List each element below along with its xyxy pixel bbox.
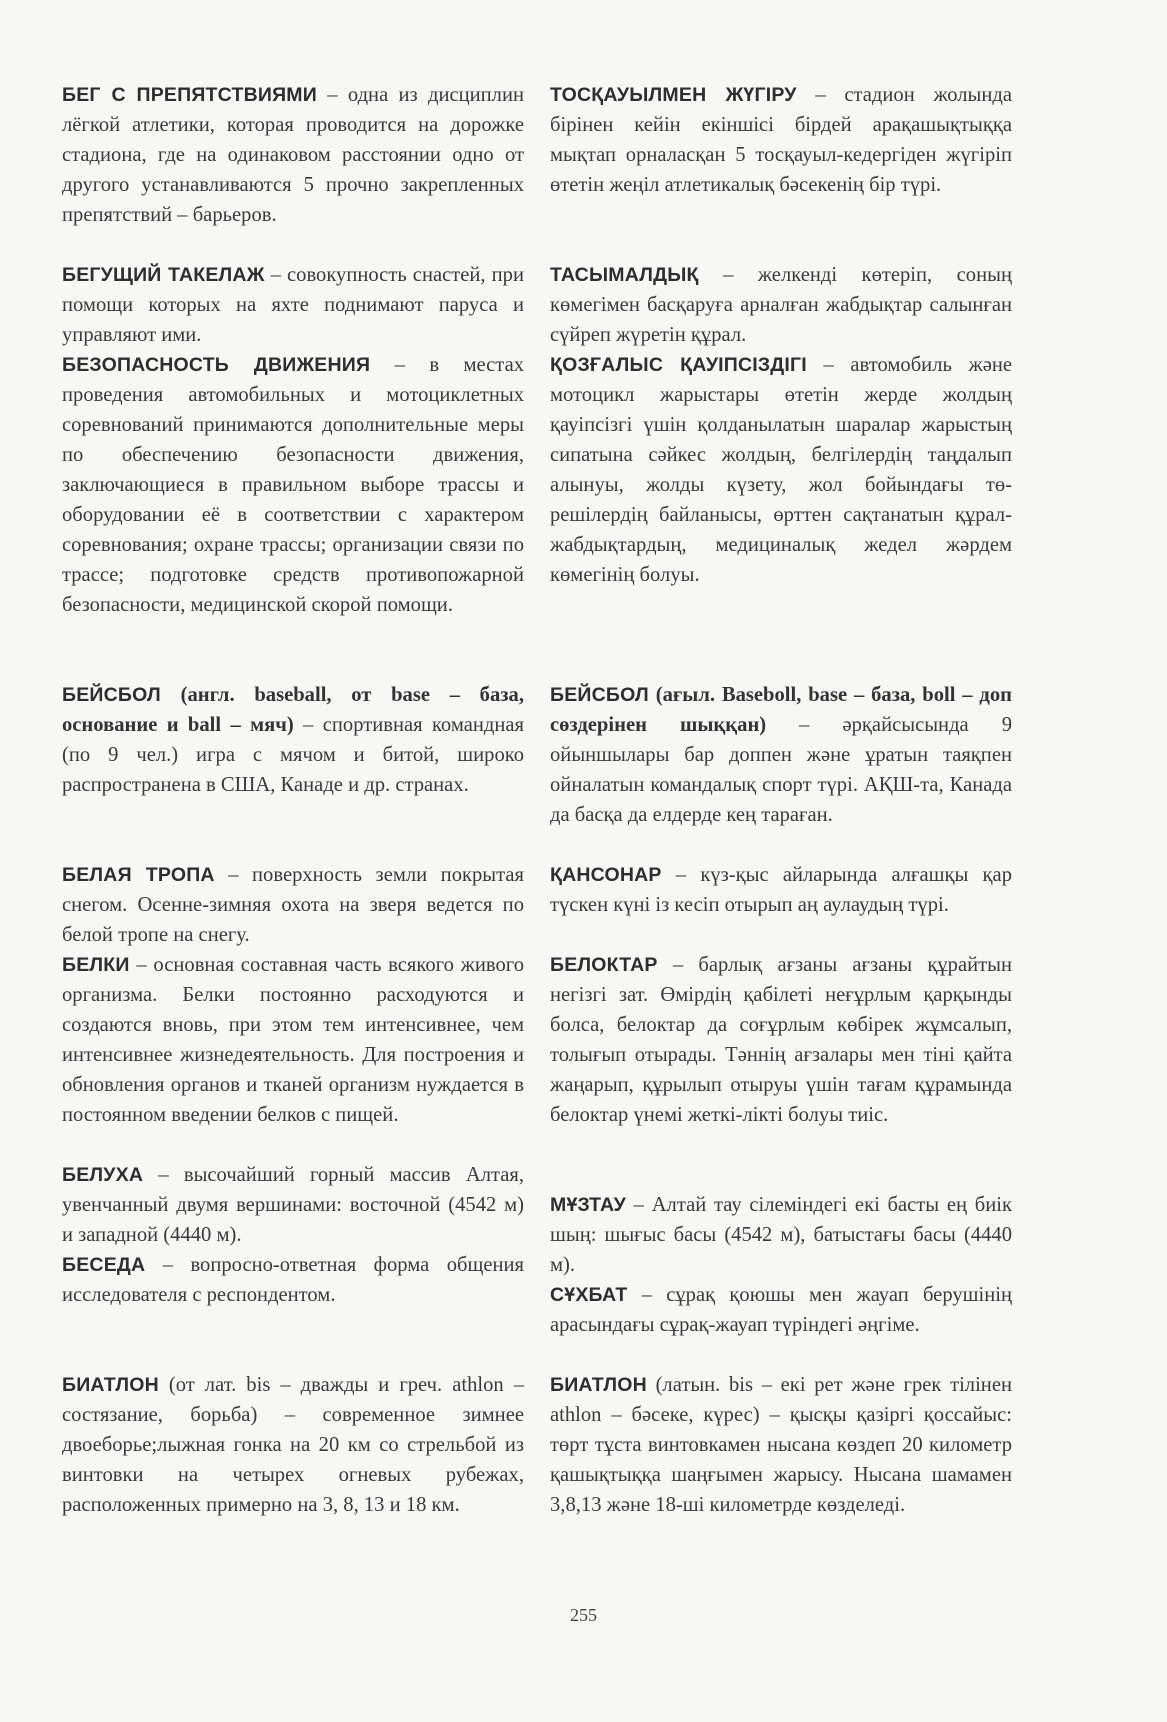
entry-etymology: (англ. baseball, от base – база, основание и ball – мяч) — [62, 684, 524, 736]
entry-term: ҚАНСОНАР — [550, 864, 662, 886]
entry-beseda — [62, 1250, 524, 1310]
entry-beysbol-kz — [550, 680, 1012, 830]
entry-term: БЕСЕДА — [62, 1254, 146, 1276]
entry-term: БЕЙСБОЛ — [62, 684, 161, 706]
entry-definition: – одна из дисциплин лёгкой атлетики, которая проводится на дорожке стадиона, где на одинаковом расстоянии одно от другого устанавливаются 5 прочно закрепленных препятствий – барьеров. — [62, 84, 524, 226]
entry-term: СҰХБАТ — [550, 1284, 628, 1306]
entry-definition: – барлық ағзаны ағзаны құрайтын негізгі зат. Өмірдің қабілеті неғұрлым қарқынды болса, белоктар да соғұрлым көбірек жұмсалып, толығып отырады. Тәннің ағзалары мен тіні қайта жаңарып, құрылып отыруы үшін тағам құрамында белоктар үнемі жеткі-лікті болуы тиіс. — [550, 954, 1012, 1126]
entry-belki — [62, 950, 524, 1130]
entry-biatlon-ru — [62, 1370, 524, 1520]
entry-term: БИАТЛОН — [62, 1374, 159, 1396]
entry-bezopasnost-dvizheniya — [62, 350, 524, 620]
entry-term: БЕГУЩИЙ ТАКЕЛАЖ — [62, 264, 265, 286]
entry-term: ТОСҚАУЫЛМЕН ЖҮГІРУ — [550, 84, 797, 106]
entry-term: БЕЛОКТАР — [550, 954, 658, 976]
entry-term: БЕЙСБОЛ — [550, 684, 649, 706]
entry-muztau — [550, 1190, 1012, 1280]
entry-belukha — [62, 1160, 524, 1250]
entry-definition: – спортивная командная (по 9 чел.) игра с мячом и битой, широко распространена в США, Канаде и др. странах. — [62, 714, 524, 796]
entry-definition: – желкенді көтеріп, соның көмегімен басқаруға арналған жабдықтар салынған сүйреп жүретін құрал. — [550, 264, 1012, 346]
entry-term: БЕЛУХА — [62, 1164, 144, 1186]
entry-term: БЕГ С ПРЕПЯТСТВИЯМИ — [62, 84, 317, 106]
entry-sukhbat — [550, 1280, 1012, 1340]
entry-definition: – основная составная часть всякого живого организма. Белки постоянно расходуются и создаются вновь, при этом тем интенсивнее, чем интенсивнее жизнедеятельность. Для построения и обновления органов и тканей организм нуждается в постоянном введении белков с пищей. — [62, 954, 524, 1126]
entry-term: БЕЗОПАСНОСТЬ ДВИЖЕНИЯ — [62, 354, 371, 376]
page-number: 255 — [570, 1605, 597, 1625]
entry-tasymaldyk — [550, 260, 1012, 350]
entry-definition: – высочайший горный массив Алтая, увенчанный двумя вершинами: восточной (4542 м) и западной (4440 м). — [62, 1164, 524, 1246]
entry-definition: (латын. bis – екі рет және грек тілінен athlon – бәсеке, күрес) – қысқы қазіргі қоссайыс: төрт тұста винтовкамен нысана көздеп 20 километр қашықтыққа шаңғымен жарысу. Нысана шамамен 3,8,13 және 18-ші километрде көзделеді. — [550, 1374, 1012, 1516]
entry-definition: – поверхность земли покрытая снегом. Осенне-зимняя охота на зверя ведется по белой тропе на снегу. — [62, 864, 524, 946]
entry-term: ТАСЫМАЛДЫҚ — [550, 264, 699, 286]
entry-beysbol-ru — [62, 680, 524, 800]
entry-term: БИАТЛОН — [550, 1374, 647, 1396]
entry-definition: – сұрақ қоюшы мен жауап берушінің арасындағы сұрақ-жауап түріндегі әңгіме. — [550, 1284, 1012, 1336]
entry-definition: – в местах проведения автомобильных и мотоциклетных соревнований принимаются дополнительные меры по обеспечению безопасности движения, заключающиеся в правильном выборе трассы и оборудовании её в соответствии с характером соревнования; охране трассы; организации связи по трассе; подготовке средств противопожарной безопасности, медицинской скорой помощи. — [62, 354, 524, 616]
entry-kozgalys-kauipsizdigi — [550, 350, 1012, 590]
entry-toskauylmen-zhugiru — [550, 80, 1012, 200]
entry-begushchiy-takelazh — [62, 260, 524, 350]
entry-definition: – автомобиль және мотоцикл жарыстары өтетін жерде жолдың қауіпсізгі үшін қолданылатын шаралар жарыстың сипатына сәйкес жолдың, белгілердің таңдалып алынуы, жолды күзету, жол бойындағы тө-решілердің байланысы, өрттен сақтанатын құрал-жабдықтардың, медициналық жедел жәрдем көмегінің болуы. — [550, 354, 1012, 586]
entry-beloktar — [550, 950, 1012, 1130]
entry-belaya-tropa — [62, 860, 524, 950]
entry-definition: – совокупность снастей, при помощи которых на яхте поднимают паруса и управляют ими. — [62, 264, 524, 346]
entry-definition: – вопросно-ответная форма общения исследователя с респондентом. — [62, 1254, 524, 1306]
entry-term: БЕЛАЯ ТРОПА — [62, 864, 215, 886]
entry-definition: – әрқайсысында 9 ойыншылары бар доппен және ұратын таяқпен ойналатын командалық спорт түрі. АҚШ-та, Канада да басқа да елдерде кең тараған. — [550, 714, 1012, 826]
entry-etymology: (ағыл. Baseboll, base – база, boll – доп сөздерінен шыққан) — [550, 684, 1012, 736]
entry-biatlon-kz — [550, 1370, 1012, 1520]
entry-definition: – күз-қыс айларында алғашқы қар түскен күні із кесіп отырып аң аулаудың түрі. — [550, 864, 1012, 916]
entry-beg-s-prepyatstviyami — [62, 80, 524, 230]
entry-term: ҚОЗҒАЛЫС ҚАУІПСІЗДІГІ — [550, 354, 807, 376]
entry-definition: – Алтай тау сілеміндегі екі басты ең биік шың: шығыс басы (4542 м), батыстағы басы (4440 м). — [550, 1194, 1012, 1276]
entry-kansonar — [550, 860, 1012, 920]
entry-definition: (от лат. bis – дважды и греч. athlon – состязание, борьба) – современное зимнее двоеборье;лыжная гонка на 20 км со стрельбой из винтовки на четырех огневых рубежах, расположенных примерно на 3, 8, 13 и 18 км. — [62, 1374, 524, 1516]
entry-term: МҰЗТАУ — [550, 1194, 626, 1216]
entry-definition: – стадион жолында бірінен кейін екіншісі бірдей арақашықтыққа мықтап орналасқан 5 тосқауыл-кедергіден жүгіріп өтетін жеңіл атлетикалық бәсекенің бір түрі. — [550, 84, 1012, 196]
entry-term: БЕЛКИ — [62, 954, 130, 976]
